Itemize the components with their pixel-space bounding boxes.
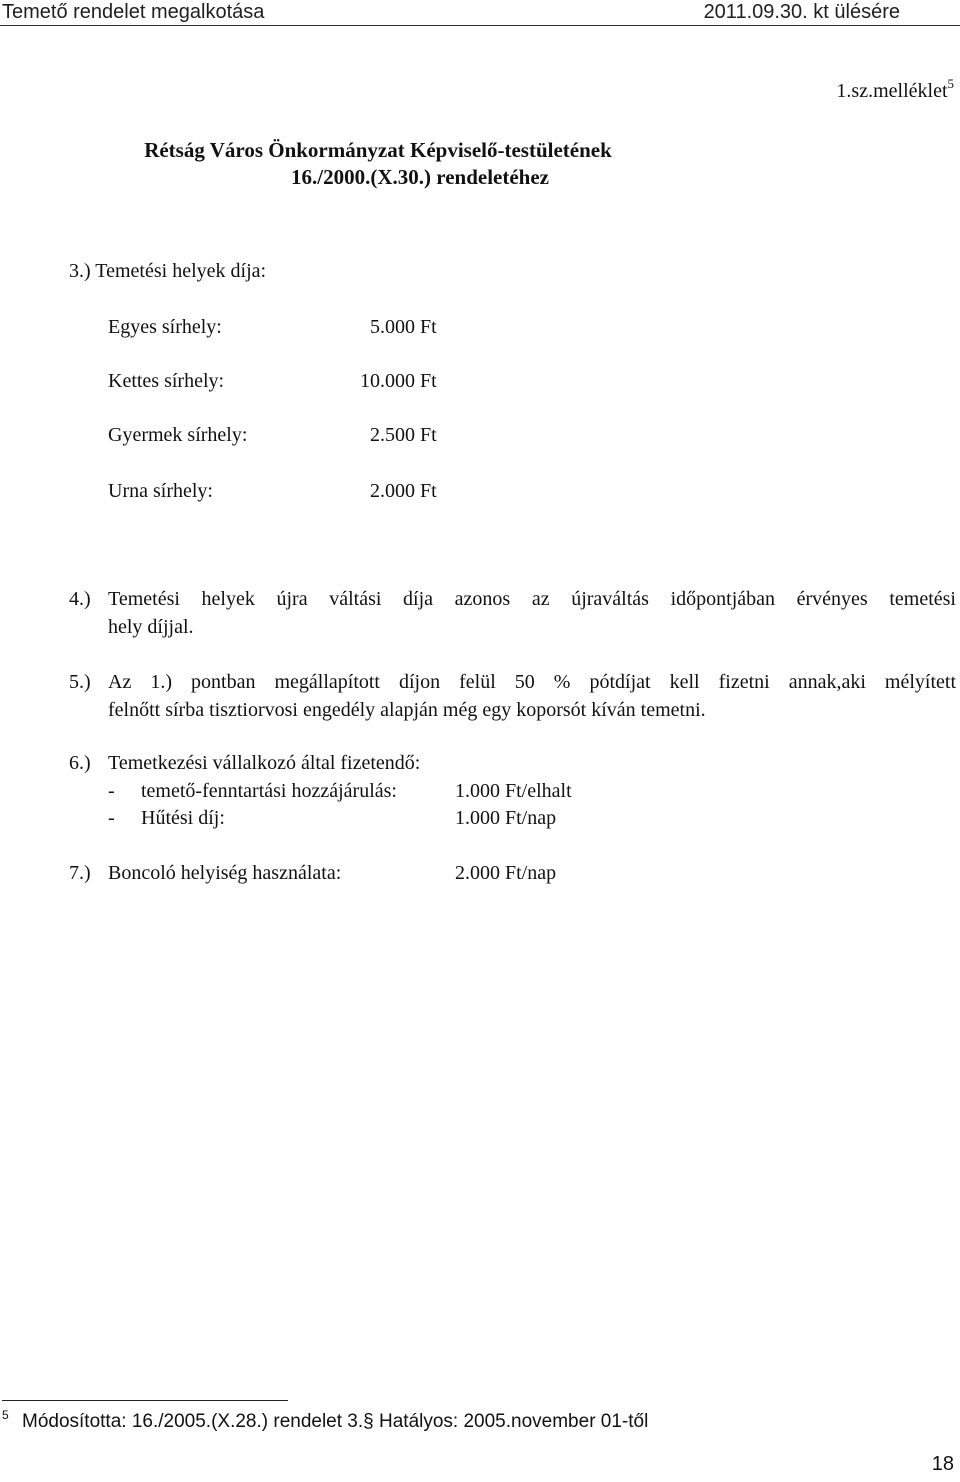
fee-value-autopsy-room: 2.000 Ft/nap xyxy=(455,862,557,884)
section6-number: 6.) xyxy=(69,752,91,774)
fee-value-cooling: 1.000 Ft/nap xyxy=(455,807,557,829)
section4-text xyxy=(108,585,956,641)
fee-value-double: 10.000 Ft xyxy=(360,370,437,392)
footnote-separator xyxy=(2,1400,288,1401)
annex-text: 1.sz.melléklet xyxy=(836,80,948,102)
fee-value-urn: 2.000 Ft xyxy=(370,480,437,502)
fee-value-single: 5.000 Ft xyxy=(370,316,437,338)
section7-number: 7.) xyxy=(69,862,91,884)
fee-label-cooling: Hűtési díj: xyxy=(141,807,225,829)
section3-heading: 3.) Temetési helyek díja: xyxy=(69,260,267,282)
header-title: Temető rendelet megalkotása xyxy=(2,1,265,23)
section6-dash-2: - xyxy=(108,807,115,829)
page-number: 18 xyxy=(931,1453,954,1475)
header-date: 2011.09.30. kt ülésére xyxy=(703,1,900,23)
fee-label-child: Gyermek sírhely: xyxy=(108,424,248,446)
fee-value-child: 2.500 Ft xyxy=(370,424,437,446)
document-title-line2: 16./2000.(X.30.) rendeletéhez xyxy=(291,165,549,189)
section5-number: 5.) xyxy=(69,671,91,693)
footnote-reference[interactable]: 5 xyxy=(947,76,954,91)
section5-line2: felnőtt sírba tisztiorvosi engedély alapján még egy koporsót kíván temetni. xyxy=(108,699,706,721)
footnote-text: Módosította: 16./2005.(X.28.) rendelet 3.§ Hatályos: 2005.november 01-től xyxy=(22,1411,649,1432)
section5-text xyxy=(108,668,956,724)
section6-dash-1: - xyxy=(108,780,115,802)
section4-line2: hely díjjal. xyxy=(108,616,194,638)
section6-heading: Temetkezési vállalkozó által fizetendő: xyxy=(108,752,421,774)
fee-label-maintenance: temető-fenntartási hozzájárulás: xyxy=(141,780,397,802)
page-header xyxy=(0,0,960,26)
section4-line1: Temetési helyek újra váltási díja azonos az újraváltás időpontjában érvényes temetési xyxy=(108,588,956,610)
fee-label-double: Kettes sírhely: xyxy=(108,370,225,392)
footnote-number: 5 xyxy=(2,1408,9,1422)
fee-label-single: Egyes sírhely: xyxy=(108,316,222,338)
fee-label-urn: Urna sírhely: xyxy=(108,480,213,502)
section5-line1: Az 1.) pontban megállapított díjon felül 50 % pótdíjat kell fizetni annak,aki mélyített xyxy=(108,671,956,693)
fee-label-autopsy-room: Boncoló helyiség használata: xyxy=(108,862,342,884)
document-title-line1: Rétság Város Önkormányzat Képviselő-testületének xyxy=(144,138,612,162)
section4-number: 4.) xyxy=(69,588,91,610)
fee-value-maintenance: 1.000 Ft/elhalt xyxy=(455,780,572,802)
annex-label xyxy=(836,76,954,103)
